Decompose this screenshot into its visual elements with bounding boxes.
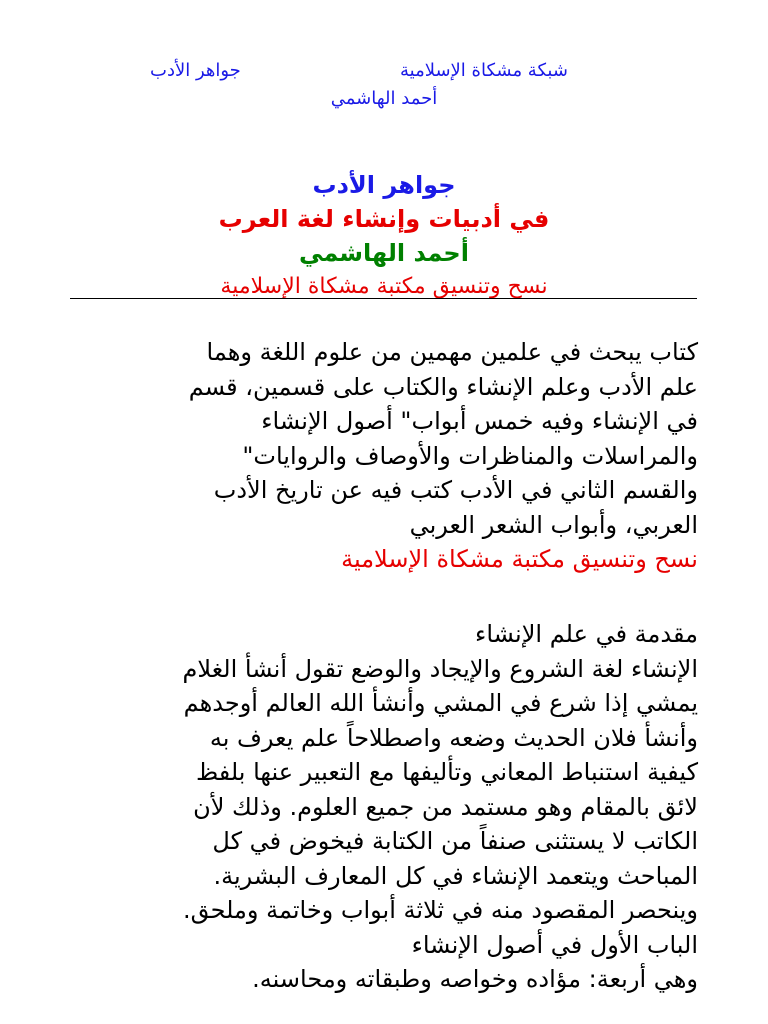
divider xyxy=(70,298,697,299)
book-description xyxy=(70,335,698,577)
book-subtitle: في أدبيات وإنشاء لغة العرب xyxy=(218,205,550,233)
book-title: جواهر الأدب xyxy=(312,171,456,199)
intro-line: وهي أربعة: مؤاده وخواصه وطبقاته ومحاسنه. xyxy=(252,965,698,993)
description-line: والقسم الثاني في الأدب كتب فيه عن تاريخ الأدب xyxy=(213,476,698,504)
description-line: علم الأدب وعلم الإنشاء والكتاب على قسمين، قسم xyxy=(188,372,698,401)
description-line: في الإنشاء وفيه خمس أبواب" أصول الإنشاء xyxy=(261,407,698,435)
copy-note: نسح وتنسيق مكتبة مشكاة الإسلامية xyxy=(220,274,548,299)
intro-line: يمشي إذا شرع في المشي وأنشأ الله العالم أوجدهم xyxy=(183,689,698,717)
intro-line: الباب الأول في أصول الإنشاء xyxy=(411,930,698,959)
intro-line: وأنشأ فلان الحديث وضعه واصطلاحاً علم يعرف به xyxy=(209,723,698,752)
description-line: والمراسلات والمناظرات والأوصاف والروايات" xyxy=(242,441,698,470)
intro-line: كيفية استنباط المعاني وتأليفها مع التعبير عنها بلفظ xyxy=(195,758,698,786)
page-header xyxy=(0,60,768,86)
header-site-name: شبكة مشكاة الإسلامية xyxy=(400,60,568,81)
intro-heading: مقدمة في علم الإنشاء xyxy=(475,620,698,648)
description-line: العربي، وأبواب الشعر العربي xyxy=(409,510,698,539)
intro-section xyxy=(70,617,698,997)
description-copy-note: نسح وتنسيق مكتبة مشكاة الإسلامية xyxy=(341,545,698,573)
intro-line: لائق بالمقام وهو مستمد من جميع العلوم. وذلك لأن xyxy=(193,792,698,821)
header-author: أحمد الهاشمي xyxy=(330,88,438,109)
intro-line: الكاتب لا يستثنى صنفاً من الكتابة فيخوض في كل xyxy=(212,827,698,855)
header-book-title: جواهر الأدب xyxy=(150,60,241,81)
book-author: أحمد الهاشمي xyxy=(299,239,469,267)
intro-line: الإنشاء لغة الشروع والإيجاد والوضع تقول أنشأ الغلام xyxy=(182,654,698,683)
intro-line: وينحصر المقصود منه في ثلاثة أبواب وخاتمة وملحق. xyxy=(182,896,698,924)
description-line: كتاب يبحث في علمين مهمين من علوم اللغة وهما xyxy=(206,338,698,366)
title-block xyxy=(0,168,768,304)
intro-line: المباحث ويتعمد الإنشاء في كل المعارف البشرية. xyxy=(213,861,698,890)
